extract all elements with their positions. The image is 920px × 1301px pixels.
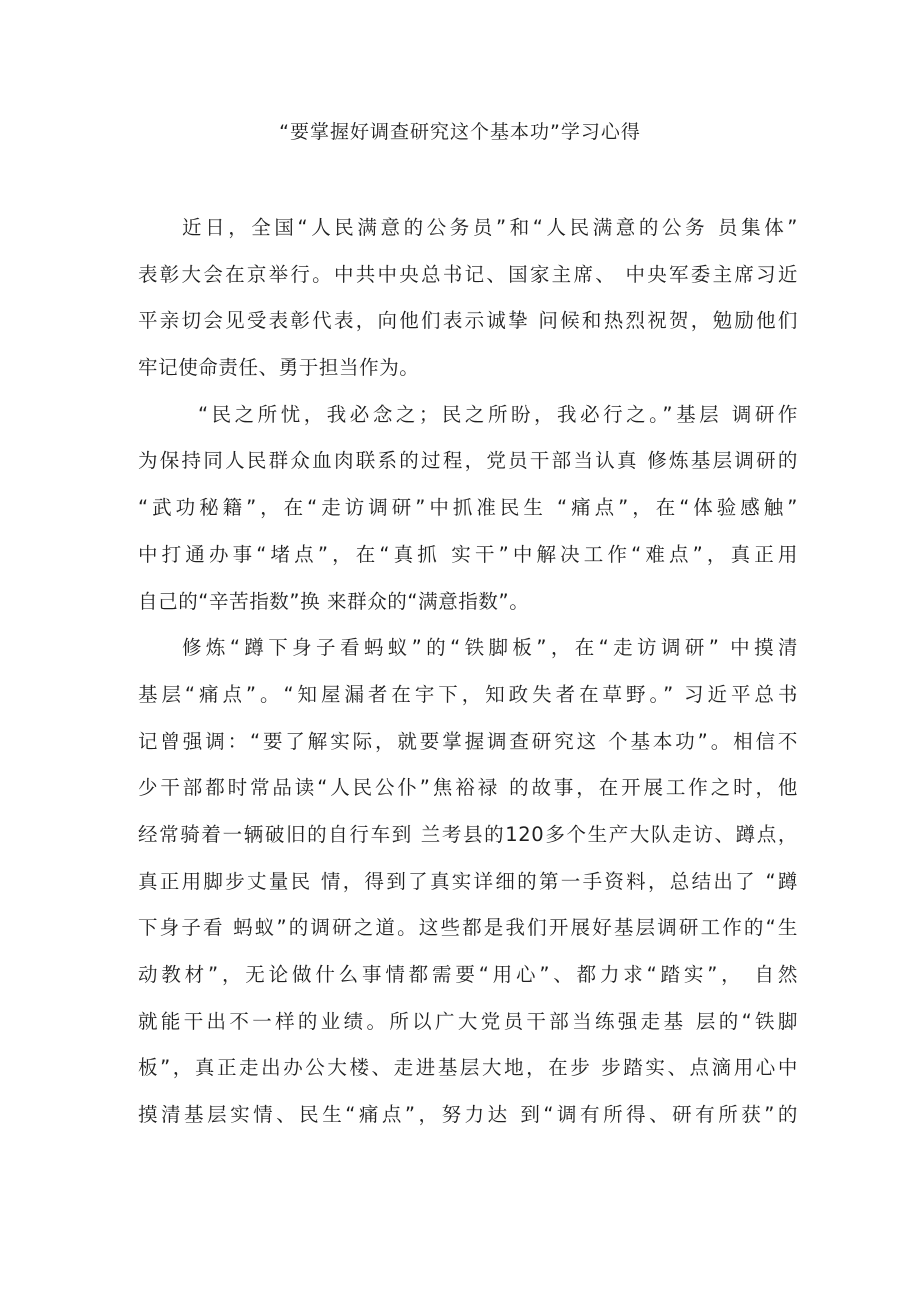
body-line: 板”，真正走出办公大楼、走进基层大地，在步 步踏实、点滴用心中 bbox=[138, 1056, 798, 1080]
body-line: 修炼“蹲下身子看蚂蚁”的“铁脚板”，在“走访调研” 中摸清 bbox=[182, 636, 798, 660]
body-line: 为保持同人民群众血肉联系的过程，党员干部当认真 修炼基层调研的 bbox=[138, 449, 798, 473]
body-line: 平亲切会见受表彰代表，向他们表示诚挚 问候和热烈祝贺，勉励他们 bbox=[138, 309, 798, 333]
body-line: “武功秘籍”，在“走访调研”中抓准民生 “痛点”，在“体验感触” bbox=[138, 496, 798, 520]
body-line: 表彰大会在京举行。中共中央总书记、国家主席、 中央军委主席习近 bbox=[138, 262, 798, 286]
body-line: 基层“痛点”。“知屋漏者在宇下，知政失者在草野。” 习近平总书 bbox=[138, 682, 798, 706]
body-line: “民之所忧，我必念之；民之所盼，我必行之。”基层 调研作 bbox=[198, 402, 799, 426]
body-line: 牢记使命责任、勇于担当作为。 bbox=[138, 356, 420, 380]
body-line: 摸清基层实情、民生“痛点”，努力达 到“调有所得、研有所获”的 bbox=[138, 1103, 798, 1127]
body-line: 少干部都时常品读“人民公仆”焦裕禄 的故事，在开展工作之时，他 bbox=[138, 776, 798, 800]
body-line: 下身子看 蚂蚁”的调研之道。这些都是我们开展好基层调研工作的“生 bbox=[138, 916, 798, 940]
document-title: “要掌握好调查研究这个基本功”学习心得 bbox=[279, 121, 641, 143]
body-line: 自己的“辛苦指数”换 来群众的“满意指数”。 bbox=[138, 589, 530, 613]
body-line: 近日，全国“人民满意的公务员”和“人民满意的公务 员集体” bbox=[182, 216, 798, 239]
document-body bbox=[138, 214, 798, 1148]
body-line: 经常骑着一辆破旧的自行车到 兰考县的120多个生产大队走访、蹲点， bbox=[138, 822, 798, 846]
body-line: 中打通办事“堵点”，在“真抓 实干”中解决工作“难点”，真正用 bbox=[138, 542, 798, 566]
body-line: 真正用脚步丈量民 情，得到了真实详细的第一手资料，总结出了 “蹲 bbox=[138, 869, 798, 893]
body-line: 动教材”，无论做什么事情都需要“用心”、都力求“踏实”， 自然 bbox=[138, 963, 798, 986]
body-line: 就能干出不一样的业绩。所以广大党员干部当练强走基 层的“铁脚 bbox=[138, 1009, 798, 1033]
body-line: 记曾强调：“要了解实际，就要掌握调查研究这 个基本功”。相信不 bbox=[138, 729, 798, 753]
